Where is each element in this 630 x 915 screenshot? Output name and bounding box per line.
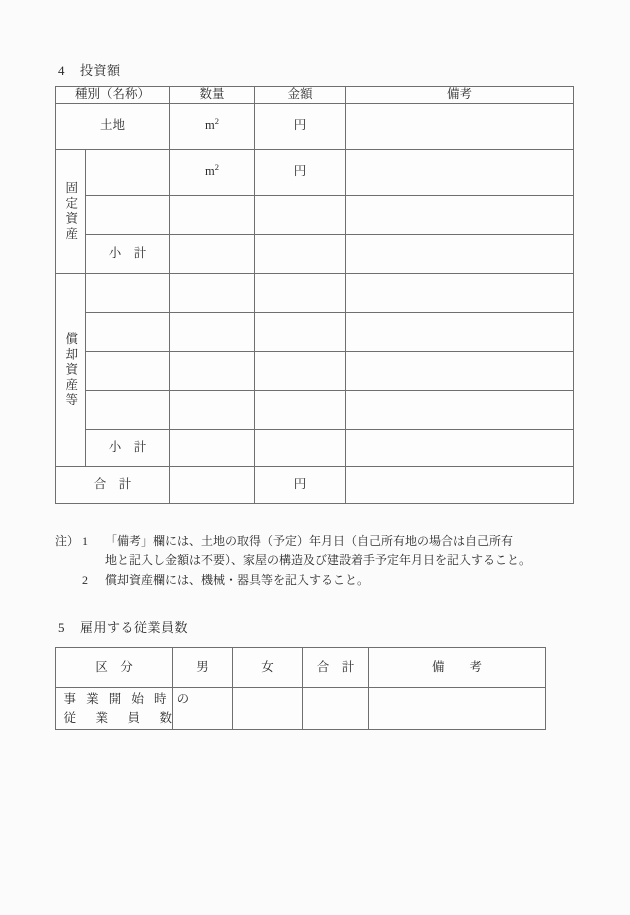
table-row-depreciable-asset-2 (56, 312, 574, 351)
note-line: 地と記入し金額は不要）、家屋の構造及び建設着手予定年月日を記入すること。 (105, 553, 532, 568)
cell-depreciable-asset-1-amount[interactable] (255, 273, 346, 312)
cell-land-remarks[interactable] (346, 103, 574, 149)
header-cell-remarks: 備考 (346, 87, 574, 104)
unit-yen: 円 (293, 476, 307, 491)
table-row-fixed-asset-2 (56, 195, 574, 234)
header-cell-category: 種別（名称） (56, 87, 170, 104)
cell-employee-row-label (56, 688, 193, 730)
unit-yen: 円 (293, 118, 307, 133)
cell-depreciable-asset-subtotal-quantity[interactable] (170, 429, 255, 466)
cell-fixed-asset-2-amount[interactable] (255, 195, 346, 234)
table-row-fixed-asset-subtotal (56, 234, 574, 273)
table-row-depreciable-asset-4 (56, 390, 574, 429)
unit-square-meter: m (205, 118, 215, 133)
group-label-depreciable-assets (56, 273, 86, 466)
table-header-row (56, 87, 574, 104)
cell-depreciable-asset-4-remarks[interactable] (346, 390, 574, 429)
cell-fixed-asset-1-remarks[interactable] (346, 149, 574, 195)
unit-yen: 円 (293, 164, 307, 179)
cell-land-label: 土地 (56, 103, 170, 149)
notes-lead-label: 注） (55, 534, 80, 548)
note-body-1 (105, 532, 615, 571)
table-row (56, 688, 546, 730)
cell-depreciable-asset-2-quantity[interactable] (170, 312, 255, 351)
cell-depreciable-asset-2-name[interactable] (86, 312, 170, 351)
investment-amount-table (55, 86, 574, 504)
cell-fixed-asset-1-amount[interactable] (255, 149, 346, 195)
group-label-fixed-assets (56, 149, 86, 273)
cell-fixed-asset-subtotal-quantity[interactable] (170, 234, 255, 273)
table-header-row (56, 648, 546, 688)
group-label-fixed-assets-text: 固定資産 (63, 180, 78, 242)
table-row-depreciable-asset-3 (56, 351, 574, 390)
cell-depreciable-asset-4-amount[interactable] (255, 390, 346, 429)
section-title: 雇用する従業員数 (80, 620, 189, 635)
note-item-1 (55, 532, 615, 571)
note-body-2 (105, 571, 615, 590)
note-item-2 (55, 571, 615, 590)
section-title: 投資額 (80, 63, 121, 78)
cell-depreciable-asset-3-name[interactable] (86, 351, 170, 390)
cell-employee-female[interactable] (233, 688, 303, 730)
header-cell-amount: 金額 (255, 87, 346, 104)
note-index-1: 1 (82, 534, 88, 548)
group-label-depreciable-assets-text: 償却資産等 (63, 331, 78, 408)
note-index-2: 2 (82, 572, 88, 587)
cell-depreciable-asset-subtotal-amount[interactable] (255, 429, 346, 466)
cell-fixed-asset-2-name[interactable] (86, 195, 170, 234)
unit-square-meter-exponent: 2 (214, 162, 219, 173)
cell-fixed-asset-subtotal-amount[interactable] (255, 234, 346, 273)
cell-land-quantity[interactable] (170, 103, 255, 149)
cell-fixed-asset-2-quantity[interactable] (170, 195, 255, 234)
cell-depreciable-asset-2-remarks[interactable] (346, 312, 574, 351)
employee-row-label-line2: 従 業 員 数 (63, 710, 176, 725)
table-row-fixed-asset-1 (56, 149, 574, 195)
section-number: 5 (58, 620, 65, 635)
cell-depreciable-asset-3-remarks[interactable] (346, 351, 574, 390)
header-cell-male: 男 (173, 648, 233, 688)
cell-depreciable-asset-subtotal-label: 小 計 (86, 429, 170, 466)
header-cell-remarks: 備 考 (369, 648, 546, 688)
header-cell-female: 女 (233, 648, 303, 688)
cell-fixed-asset-subtotal-remarks[interactable] (346, 234, 574, 273)
table-row-land (56, 103, 574, 149)
notes-block (55, 532, 615, 590)
employee-count-table (55, 647, 546, 730)
cell-fixed-asset-1-name[interactable] (86, 149, 170, 195)
cell-land-amount[interactable] (255, 103, 346, 149)
cell-fixed-asset-2-remarks[interactable] (346, 195, 574, 234)
note-line: 「備考」欄には、土地の取得（予定）年月日（自己所有地の場合は自己所有 (105, 534, 514, 548)
cell-fixed-asset-1-quantity[interactable] (170, 149, 255, 195)
header-cell-quantity: 数量 (170, 87, 255, 104)
unit-square-meter: m (205, 164, 215, 179)
section-heading-employees (58, 621, 188, 634)
cell-grand-total-remarks[interactable] (346, 466, 574, 503)
cell-fixed-asset-subtotal-label: 小 計 (86, 234, 170, 273)
cell-depreciable-asset-4-quantity[interactable] (170, 390, 255, 429)
cell-depreciable-asset-1-remarks[interactable] (346, 273, 574, 312)
cell-employee-total[interactable] (303, 688, 369, 730)
cell-depreciable-asset-2-amount[interactable] (255, 312, 346, 351)
cell-depreciable-asset-1-quantity[interactable] (170, 273, 255, 312)
table-row-depreciable-asset-subtotal (56, 429, 574, 466)
cell-employee-remarks[interactable] (369, 688, 546, 730)
table-row-grand-total (56, 466, 574, 503)
header-cell-category: 区 分 (56, 648, 173, 688)
cell-grand-total-quantity[interactable] (170, 466, 255, 503)
cell-depreciable-asset-subtotal-remarks[interactable] (346, 429, 574, 466)
section-heading-investment (58, 64, 121, 77)
unit-square-meter-exponent: 2 (214, 116, 219, 127)
table-row-depreciable-asset-1 (56, 273, 574, 312)
note-line: 償却資産欄には、機械・器具等を記入すること。 (105, 572, 370, 587)
cell-grand-total-amount[interactable] (255, 466, 346, 503)
employee-row-label-line1: 事 業 開 始 時 の (63, 691, 193, 706)
cell-depreciable-asset-3-amount[interactable] (255, 351, 346, 390)
section-number: 4 (58, 63, 65, 78)
header-cell-total: 合 計 (303, 648, 369, 688)
cell-depreciable-asset-1-name[interactable] (86, 273, 170, 312)
cell-depreciable-asset-3-quantity[interactable] (170, 351, 255, 390)
cell-depreciable-asset-4-name[interactable] (86, 390, 170, 429)
cell-grand-total-label: 合 計 (56, 466, 170, 503)
